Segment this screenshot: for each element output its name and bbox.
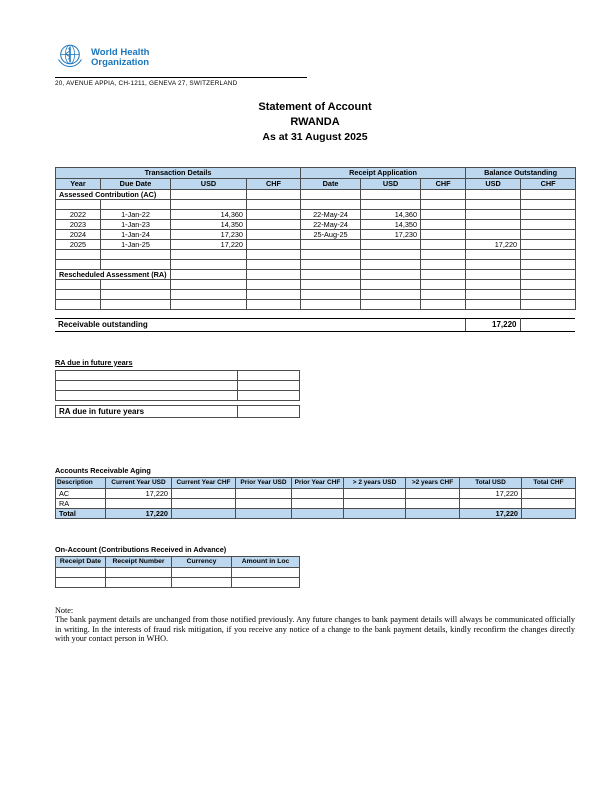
table-cell bbox=[56, 259, 101, 269]
receivable-outstanding-usd: 17,220 bbox=[465, 318, 520, 331]
empty-row bbox=[56, 390, 300, 400]
aging-total-label: Total bbox=[56, 508, 106, 518]
balance-chf-cell bbox=[521, 239, 576, 249]
note-text: The bank payment details are unchanged from those notified previously. Any future changes to bank payment details will always be communicated officially in writing. In the interests of fraud risk mitigation, if you receive any notice of a change to the bank payment details, kindly reconfirm the changes directly with your contact person in WHO. bbox=[55, 615, 575, 644]
table-cell bbox=[238, 405, 300, 417]
table-cell bbox=[361, 279, 421, 289]
table-cell bbox=[106, 567, 172, 577]
table-cell bbox=[301, 289, 361, 299]
table-cell bbox=[172, 567, 232, 577]
ra-future-heading: RA due in future years bbox=[55, 357, 133, 367]
group-balance-outstanding: Balance Outstanding bbox=[466, 167, 576, 178]
ra-section-row bbox=[56, 269, 576, 279]
table-cell bbox=[521, 199, 576, 209]
table-cell bbox=[466, 299, 521, 309]
aging-total-chf-cell bbox=[522, 498, 576, 508]
table-cell bbox=[466, 189, 521, 199]
as-at-date: As at 31 August 2025 bbox=[262, 130, 368, 143]
aging-py-usd-cell bbox=[236, 498, 292, 508]
table-cell bbox=[232, 567, 300, 577]
receipt-date-cell: 22-May-24 bbox=[301, 219, 361, 229]
aging-total-usd-cell bbox=[460, 498, 522, 508]
balance-usd-cell: 17,220 bbox=[466, 239, 521, 249]
empty-row bbox=[56, 279, 576, 289]
table-cell bbox=[466, 289, 521, 299]
year-cell: 2022 bbox=[56, 209, 101, 219]
ra-future-total-row bbox=[55, 405, 300, 418]
ra-future-total-label: RA due in future years bbox=[56, 405, 238, 417]
ac-row-2024 bbox=[56, 229, 576, 239]
col-receipt-usd: USD bbox=[361, 178, 421, 189]
empty-row bbox=[56, 299, 576, 309]
ra-section-label: Rescheduled Assessment (RA) bbox=[56, 269, 171, 279]
table-cell bbox=[466, 269, 521, 279]
table-cell bbox=[56, 380, 238, 390]
table-cell bbox=[301, 189, 361, 199]
aging-row-ac bbox=[56, 488, 576, 498]
aging-total-usd-cell: 17,220 bbox=[460, 488, 522, 498]
empty-row bbox=[56, 380, 300, 390]
table-cell bbox=[56, 390, 238, 400]
table-cell bbox=[171, 299, 247, 309]
table-cell bbox=[171, 269, 247, 279]
table-cell bbox=[421, 269, 466, 279]
table-cell bbox=[361, 199, 421, 209]
group-header-row bbox=[56, 167, 576, 178]
table-cell bbox=[56, 577, 106, 587]
table-cell bbox=[172, 577, 232, 587]
table-cell bbox=[247, 289, 301, 299]
table-cell bbox=[361, 299, 421, 309]
table-cell bbox=[56, 299, 101, 309]
empty-row bbox=[56, 370, 300, 380]
ac-section-row bbox=[56, 189, 576, 199]
due-date-cell: 1-Jan-25 bbox=[101, 239, 171, 249]
table-cell bbox=[171, 259, 247, 269]
table-cell bbox=[521, 299, 576, 309]
aging-py-usd-cell bbox=[236, 508, 292, 518]
on-account-heading: On-Account (Contributions Received in Advance) bbox=[55, 544, 227, 554]
note-label: Note: bbox=[55, 605, 74, 615]
empty-row bbox=[56, 289, 576, 299]
chf-cell bbox=[247, 239, 301, 249]
col-chf: CHF bbox=[247, 178, 301, 189]
table-cell bbox=[247, 249, 301, 259]
aging-2y-usd-cell bbox=[344, 498, 406, 508]
table-cell bbox=[247, 299, 301, 309]
balance-usd-cell bbox=[466, 229, 521, 239]
aging-col-py-usd: Prior Year USD bbox=[236, 477, 292, 488]
col-year: Year bbox=[56, 178, 101, 189]
group-receipt-application: Receipt Application bbox=[301, 167, 466, 178]
aging-py-chf-cell bbox=[292, 488, 344, 498]
aging-desc-cell: AC bbox=[56, 488, 106, 498]
receipt-chf-cell bbox=[421, 209, 466, 219]
aging-col-2y-chf: >2 years CHF bbox=[406, 477, 460, 488]
statement-table bbox=[55, 167, 576, 310]
usd-cell: 14,350 bbox=[171, 219, 247, 229]
aging-col-py-chf: Prior Year CHF bbox=[292, 477, 344, 488]
empty-row bbox=[56, 259, 576, 269]
balance-chf-cell bbox=[521, 219, 576, 229]
receipt-chf-cell bbox=[421, 219, 466, 229]
empty-row bbox=[56, 199, 576, 209]
aging-col-total-usd: Total USD bbox=[460, 477, 522, 488]
ra-future-table bbox=[55, 370, 300, 401]
chf-cell bbox=[247, 209, 301, 219]
aging-col-cy-chf: Current Year CHF bbox=[172, 477, 236, 488]
table-cell bbox=[101, 289, 171, 299]
table-cell bbox=[56, 370, 238, 380]
aging-2y-usd-cell bbox=[344, 508, 406, 518]
table-cell bbox=[521, 289, 576, 299]
receipt-usd-cell: 17,230 bbox=[361, 229, 421, 239]
letterhead-rule bbox=[55, 77, 307, 78]
aging-cy-usd-cell: 17,220 bbox=[106, 488, 172, 498]
aging-table bbox=[55, 477, 576, 519]
receivable-outstanding-label: Receivable outstanding bbox=[55, 318, 465, 331]
col-receipt-chf: CHF bbox=[421, 178, 466, 189]
table-cell bbox=[361, 269, 421, 279]
table-cell bbox=[421, 279, 466, 289]
table-cell bbox=[56, 199, 101, 209]
table-cell bbox=[521, 269, 576, 279]
group-transaction-details: Transaction Details bbox=[56, 167, 301, 178]
table-cell bbox=[238, 370, 300, 380]
who-logo-line1: World Health bbox=[91, 46, 150, 58]
aging-py-chf-cell bbox=[292, 498, 344, 508]
page-content bbox=[55, 0, 575, 644]
aging-cy-chf-cell bbox=[172, 508, 236, 518]
table-cell bbox=[421, 289, 466, 299]
who-logo-line2: Organization bbox=[91, 57, 150, 68]
empty-row bbox=[56, 249, 576, 259]
chf-cell bbox=[247, 219, 301, 229]
table-cell bbox=[101, 249, 171, 259]
table-cell bbox=[466, 259, 521, 269]
ac-row-2025 bbox=[56, 239, 576, 249]
who-emblem-icon bbox=[55, 41, 85, 76]
aging-total-chf-cell bbox=[522, 488, 576, 498]
balance-chf-cell bbox=[521, 209, 576, 219]
aging-row-ra bbox=[56, 498, 576, 508]
col-balance-usd: USD bbox=[466, 178, 521, 189]
table-cell bbox=[247, 279, 301, 289]
aging-2y-chf-cell bbox=[406, 498, 460, 508]
table-cell bbox=[521, 259, 576, 269]
receipt-chf-cell bbox=[421, 239, 466, 249]
table-cell bbox=[421, 249, 466, 259]
onacct-col-currency: Currency bbox=[172, 556, 232, 567]
table-cell bbox=[301, 299, 361, 309]
table-cell bbox=[247, 269, 301, 279]
table-cell bbox=[171, 249, 247, 259]
onacct-col-receipt-number: Receipt Number bbox=[106, 556, 172, 567]
table-cell bbox=[247, 189, 301, 199]
table-cell bbox=[101, 199, 171, 209]
table-cell bbox=[361, 289, 421, 299]
balance-chf-cell bbox=[521, 229, 576, 239]
table-cell bbox=[466, 249, 521, 259]
receipt-date-cell: 25-Aug-25 bbox=[301, 229, 361, 239]
table-cell bbox=[301, 249, 361, 259]
table-cell bbox=[232, 577, 300, 587]
table-cell bbox=[301, 279, 361, 289]
on-account-table bbox=[55, 556, 300, 588]
due-date-cell: 1-Jan-22 bbox=[101, 209, 171, 219]
aging-py-usd-cell bbox=[236, 488, 292, 498]
table-cell bbox=[301, 199, 361, 209]
col-balance-chf: CHF bbox=[521, 178, 576, 189]
chf-cell bbox=[247, 229, 301, 239]
table-cell bbox=[56, 279, 101, 289]
note-block bbox=[55, 606, 575, 644]
onacct-col-amount: Amount in Loc bbox=[232, 556, 300, 567]
ac-row-2023 bbox=[56, 219, 576, 229]
due-date-cell: 1-Jan-24 bbox=[101, 229, 171, 239]
aging-2y-usd-cell bbox=[344, 488, 406, 498]
table-cell bbox=[466, 279, 521, 289]
who-logo-text bbox=[91, 48, 149, 69]
receipt-usd-cell: 14,350 bbox=[361, 219, 421, 229]
table-cell bbox=[238, 380, 300, 390]
receipt-chf-cell bbox=[421, 229, 466, 239]
table-cell bbox=[301, 259, 361, 269]
table-cell bbox=[171, 189, 247, 199]
receipt-date-cell bbox=[301, 239, 361, 249]
table-cell bbox=[520, 318, 575, 331]
aging-cy-usd-cell bbox=[106, 498, 172, 508]
usd-cell: 17,230 bbox=[171, 229, 247, 239]
table-cell bbox=[361, 189, 421, 199]
col-due-date: Due Date bbox=[101, 178, 171, 189]
column-header-row bbox=[56, 178, 576, 189]
document-title: Statement of Account bbox=[258, 100, 372, 113]
table-cell bbox=[521, 279, 576, 289]
table-cell bbox=[421, 199, 466, 209]
who-address: 20, AVENUE APPIA, CH-1211, GENEVA 27, SWITZERLAND bbox=[55, 79, 238, 87]
aging-col-description: Description bbox=[56, 477, 106, 488]
table-cell bbox=[56, 567, 106, 577]
aging-col-2y-usd: > 2 years USD bbox=[344, 477, 406, 488]
col-usd: USD bbox=[171, 178, 247, 189]
onacct-col-receipt-date: Receipt Date bbox=[56, 556, 106, 567]
table-cell bbox=[247, 199, 301, 209]
year-cell: 2025 bbox=[56, 239, 101, 249]
table-cell bbox=[56, 249, 101, 259]
receipt-date-cell: 22-May-24 bbox=[301, 209, 361, 219]
table-cell bbox=[171, 279, 247, 289]
due-date-cell: 1-Jan-23 bbox=[101, 219, 171, 229]
table-cell bbox=[171, 289, 247, 299]
table-cell bbox=[301, 269, 361, 279]
aging-py-chf-cell bbox=[292, 508, 344, 518]
table-cell bbox=[361, 249, 421, 259]
aging-cy-chf-cell bbox=[172, 488, 236, 498]
usd-cell: 17,220 bbox=[171, 239, 247, 249]
receipt-usd-cell: 14,360 bbox=[361, 209, 421, 219]
col-receipt-date: Date bbox=[301, 178, 361, 189]
aging-heading: Accounts Receivable Aging bbox=[55, 465, 151, 475]
table-cell bbox=[101, 259, 171, 269]
aging-2y-chf-cell bbox=[406, 508, 460, 518]
receipt-usd-cell bbox=[361, 239, 421, 249]
table-cell bbox=[421, 189, 466, 199]
aging-cy-chf-cell bbox=[172, 498, 236, 508]
balance-usd-cell bbox=[466, 209, 521, 219]
receivable-outstanding-row bbox=[55, 318, 575, 332]
table-cell bbox=[466, 199, 521, 209]
table-cell bbox=[421, 299, 466, 309]
table-cell bbox=[521, 189, 576, 199]
table-cell bbox=[238, 390, 300, 400]
usd-cell: 14,360 bbox=[171, 209, 247, 219]
on-account-header-row bbox=[56, 556, 300, 567]
table-cell bbox=[171, 199, 247, 209]
aging-desc-cell: RA bbox=[56, 498, 106, 508]
aging-total-usd-cell: 17,220 bbox=[460, 508, 522, 518]
year-cell: 2023 bbox=[56, 219, 101, 229]
table-cell bbox=[106, 577, 172, 587]
aging-col-cy-usd: Current Year USD bbox=[106, 477, 172, 488]
ac-section-label: Assessed Contribution (AC) bbox=[56, 189, 171, 199]
table-cell bbox=[247, 259, 301, 269]
aging-total-chf-cell bbox=[522, 508, 576, 518]
table-cell bbox=[101, 279, 171, 289]
aging-2y-chf-cell bbox=[406, 488, 460, 498]
table-cell bbox=[521, 249, 576, 259]
empty-row bbox=[56, 577, 300, 587]
country-name: RWANDA bbox=[290, 115, 340, 128]
aging-col-total-chf: Total CHF bbox=[522, 477, 576, 488]
aging-header-row bbox=[56, 477, 576, 488]
aging-row-total bbox=[56, 508, 576, 518]
table-cell bbox=[421, 259, 466, 269]
year-cell: 2024 bbox=[56, 229, 101, 239]
balance-usd-cell bbox=[466, 219, 521, 229]
aging-cy-usd-cell: 17,220 bbox=[106, 508, 172, 518]
empty-row bbox=[56, 567, 300, 577]
title-block bbox=[55, 100, 575, 145]
who-letterhead bbox=[55, 42, 575, 74]
ac-row-2022 bbox=[56, 209, 576, 219]
table-cell bbox=[361, 259, 421, 269]
table-cell bbox=[56, 289, 101, 299]
table-cell bbox=[101, 299, 171, 309]
